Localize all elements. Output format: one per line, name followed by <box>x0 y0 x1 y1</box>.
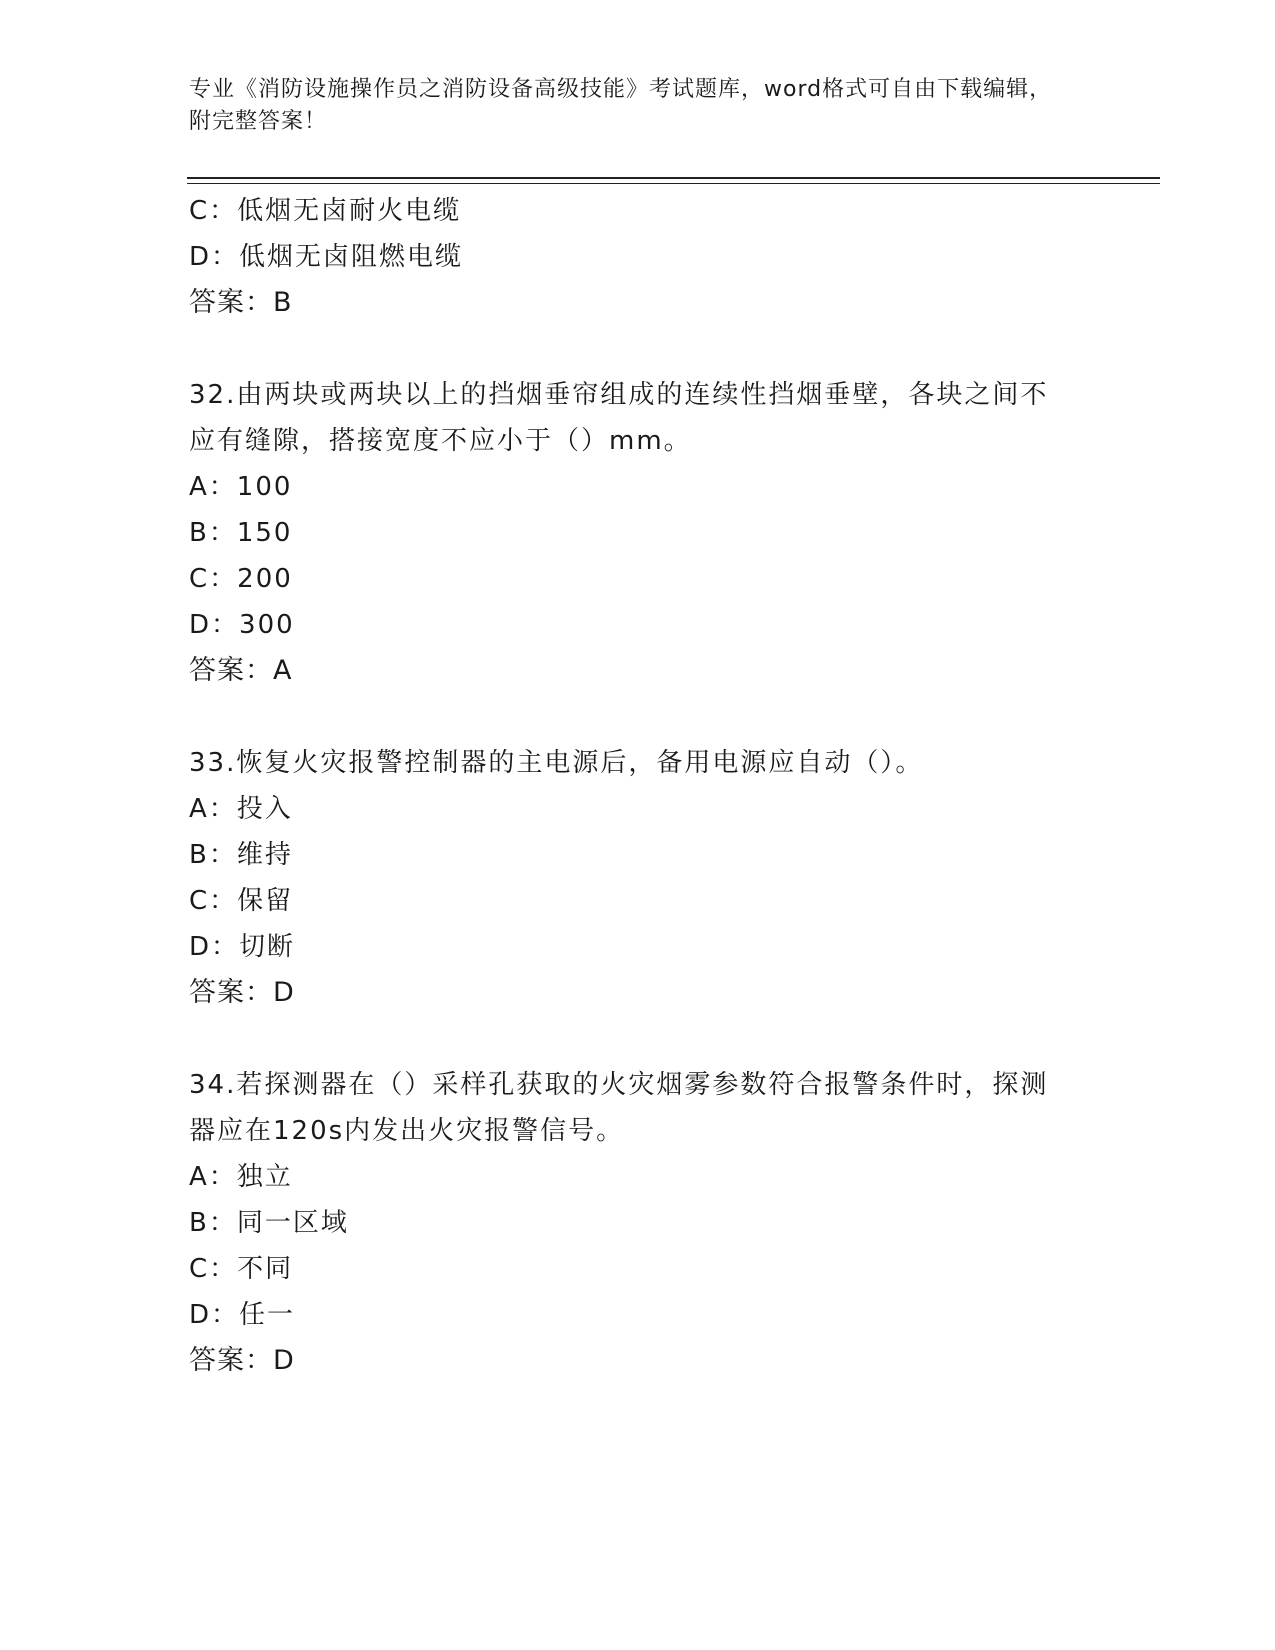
option-d: D：300 <box>189 610 295 640</box>
answer-line: 答案：B <box>189 287 293 318</box>
question-34 <box>189 1062 1089 1384</box>
question-text: 32.由两块或两块以上的挡烟垂帘组成的连续性挡烟垂壁，各块之间不 <box>189 380 1049 410</box>
header-rule-thin <box>187 183 1160 184</box>
question-text: 33.恢复火灾报警控制器的主电源后，备用电源应自动（）。 <box>189 748 924 778</box>
document-header: 专业《消防设施操作员之消防设备高级技能》考试题库，word格式可自由下载编辑，附完整答案！ <box>189 77 1053 134</box>
option-b: B：同一区域 <box>189 1208 349 1238</box>
option-a: A：独立 <box>189 1162 293 1192</box>
question-32 <box>189 372 1089 694</box>
question-33 <box>189 740 1089 1016</box>
option-b: B：150 <box>189 518 293 548</box>
option-a: A：投入 <box>189 794 293 824</box>
option-c: C：低烟无卤耐火电缆 <box>189 196 462 226</box>
option-a: A：100 <box>189 472 293 502</box>
option-c: C：不同 <box>189 1254 294 1284</box>
answer-line: 答案：D <box>189 1345 295 1376</box>
header-rule-thick <box>187 177 1160 179</box>
answer-line: 答案：A <box>189 655 293 686</box>
option-d: D：任一 <box>189 1300 296 1330</box>
question-text: 应有缝隙，搭接宽度不应小于（）mm。 <box>189 426 692 456</box>
option-c: C：200 <box>189 564 293 594</box>
option-b: B：维持 <box>189 840 293 870</box>
question-text: 器应在120s内发出火灾报警信号。 <box>189 1116 625 1146</box>
document-body <box>189 188 1089 1384</box>
previous-question-tail <box>189 188 1089 326</box>
option-d: D：切断 <box>189 932 296 962</box>
question-text: 34.若探测器在（）采样孔获取的火灾烟雾参数符合报警条件时，探测 <box>189 1070 1049 1100</box>
option-c: C：保留 <box>189 886 294 916</box>
answer-line: 答案：D <box>189 977 295 1008</box>
option-d: D：低烟无卤阻燃电缆 <box>189 242 464 272</box>
